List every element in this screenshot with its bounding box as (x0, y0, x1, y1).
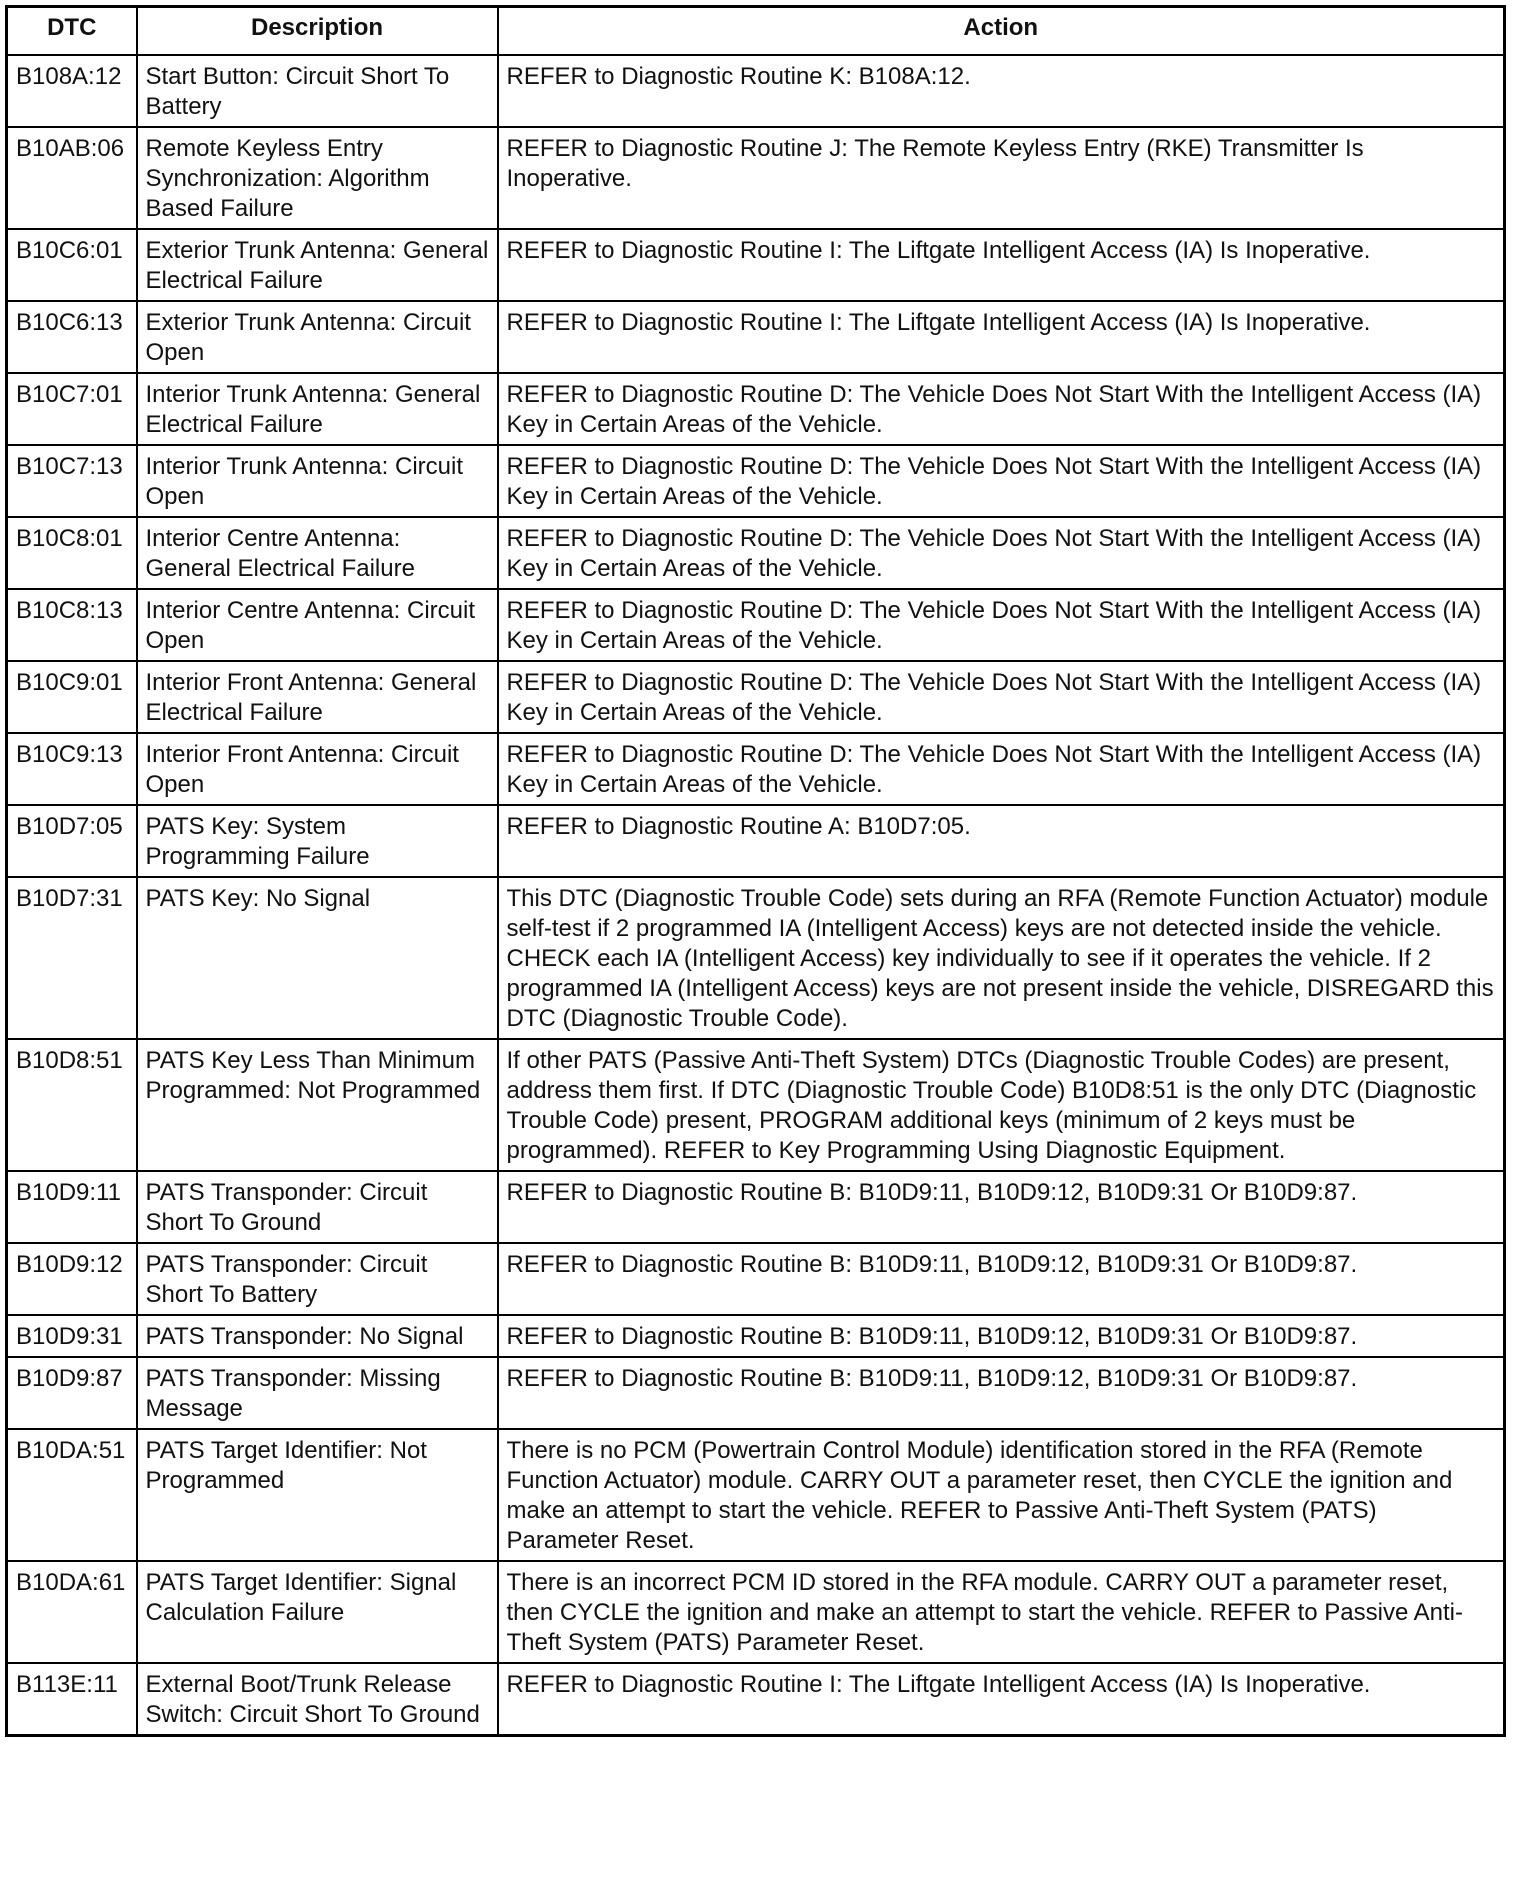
dtc-code-cell: B108A:12 (7, 55, 137, 127)
description-cell: Interior Trunk Antenna: General Electrical Failure (137, 373, 498, 445)
table-row (7, 877, 1505, 1039)
table-row (7, 1039, 1505, 1171)
action-cell: REFER to Diagnostic Routine D: The Vehicle Does Not Start With the Intelligent Access (IA) Key in Certain Areas of the Vehicle. (498, 373, 1505, 445)
dtc-code-cell: B10D9:31 (7, 1315, 137, 1357)
description-cell: PATS Transponder: Circuit Short To Battery (137, 1243, 498, 1315)
description-cell: PATS Transponder: Missing Message (137, 1357, 498, 1429)
description-cell: Interior Centre Antenna: General Electrical Failure (137, 517, 498, 589)
action-cell: This DTC (Diagnostic Trouble Code) sets during an RFA (Remote Function Actuator) module self-test if 2 programmed IA (Intelligent Access) keys are not detected inside the vehicle. CHECK each IA (Intelligent Access) key individually to see if it operates the vehicle. If 2 programmed IA (Intelligent Access) keys are not present inside the vehicle, DISREGARD this DTC (Diagnostic Trouble Code). (498, 877, 1505, 1039)
column-header-description: Description (137, 7, 498, 56)
dtc-code-cell: B10DA:61 (7, 1561, 137, 1663)
dtc-table (5, 5, 1506, 1737)
description-cell: External Boot/Trunk Release Switch: Circuit Short To Ground (137, 1663, 498, 1736)
description-cell: PATS Transponder: No Signal (137, 1315, 498, 1357)
dtc-code-cell: B113E:11 (7, 1663, 137, 1736)
action-cell: REFER to Diagnostic Routine J: The Remote Keyless Entry (RKE) Transmitter Is Inoperative. (498, 127, 1505, 229)
table-row (7, 1561, 1505, 1663)
action-cell: There is no PCM (Powertrain Control Module) identification stored in the RFA (Remote Function Actuator) module. CARRY OUT a parameter reset, then CYCLE the ignition and make an attempt to start the vehicle. REFER to Passive Anti-Theft System (PATS) Parameter Reset. (498, 1429, 1505, 1561)
dtc-code-cell: B10D7:31 (7, 877, 137, 1039)
column-header-action: Action (498, 7, 1505, 56)
table-row (7, 1315, 1505, 1357)
action-cell: REFER to Diagnostic Routine I: The Liftgate Intelligent Access (IA) Is Inoperative. (498, 1663, 1505, 1736)
dtc-code-cell: B10D7:05 (7, 805, 137, 877)
dtc-code-cell: B10D8:51 (7, 1039, 137, 1171)
dtc-code-cell: B10C8:01 (7, 517, 137, 589)
table-row (7, 589, 1505, 661)
table-row (7, 661, 1505, 733)
description-cell: PATS Key Less Than Minimum Programmed: Not Programmed (137, 1039, 498, 1171)
description-cell: PATS Key: System Programming Failure (137, 805, 498, 877)
description-cell: Interior Trunk Antenna: Circuit Open (137, 445, 498, 517)
table-body (7, 55, 1505, 1736)
description-cell: Interior Centre Antenna: Circuit Open (137, 589, 498, 661)
dtc-code-cell: B10D9:87 (7, 1357, 137, 1429)
action-cell: REFER to Diagnostic Routine I: The Liftgate Intelligent Access (IA) Is Inoperative. (498, 229, 1505, 301)
table-row (7, 517, 1505, 589)
action-cell: REFER to Diagnostic Routine B: B10D9:11, B10D9:12, B10D9:31 Or B10D9:87. (498, 1357, 1505, 1429)
action-cell: There is an incorrect PCM ID stored in the RFA module. CARRY OUT a parameter reset, then CYCLE the ignition and make an attempt to start the vehicle. REFER to Passive Anti-Theft System (PATS) Parameter Reset. (498, 1561, 1505, 1663)
description-cell: Interior Front Antenna: General Electrical Failure (137, 661, 498, 733)
table-row (7, 1357, 1505, 1429)
dtc-code-cell: B10C7:01 (7, 373, 137, 445)
action-cell: REFER to Diagnostic Routine D: The Vehicle Does Not Start With the Intelligent Access (IA) Key in Certain Areas of the Vehicle. (498, 733, 1505, 805)
table-row (7, 55, 1505, 127)
action-cell: REFER to Diagnostic Routine D: The Vehicle Does Not Start With the Intelligent Access (IA) Key in Certain Areas of the Vehicle. (498, 589, 1505, 661)
dtc-code-cell: B10C6:13 (7, 301, 137, 373)
table-row (7, 1663, 1505, 1736)
dtc-code-cell: B10DA:51 (7, 1429, 137, 1561)
description-cell: Remote Keyless Entry Synchronization: Algorithm Based Failure (137, 127, 498, 229)
description-cell: PATS Transponder: Circuit Short To Ground (137, 1171, 498, 1243)
table-row (7, 1171, 1505, 1243)
table-row (7, 229, 1505, 301)
action-cell: REFER to Diagnostic Routine D: The Vehicle Does Not Start With the Intelligent Access (IA) Key in Certain Areas of the Vehicle. (498, 517, 1505, 589)
description-cell: PATS Key: No Signal (137, 877, 498, 1039)
action-cell: If other PATS (Passive Anti-Theft System) DTCs (Diagnostic Trouble Codes) are present, address them first. If DTC (Diagnostic Trouble Code) B10D8:51 is the only DTC (Diagnostic Trouble Code) present, PROGRAM additional keys (minimum of 2 keys must be programmed). REFER to Key Programming Using Diagnostic Equipment. (498, 1039, 1505, 1171)
dtc-code-cell: B10AB:06 (7, 127, 137, 229)
dtc-code-cell: B10C6:01 (7, 229, 137, 301)
action-cell: REFER to Diagnostic Routine D: The Vehicle Does Not Start With the Intelligent Access (IA) Key in Certain Areas of the Vehicle. (498, 445, 1505, 517)
table-row (7, 1429, 1505, 1561)
action-cell: REFER to Diagnostic Routine I: The Liftgate Intelligent Access (IA) Is Inoperative. (498, 301, 1505, 373)
table-row (7, 127, 1505, 229)
dtc-code-cell: B10C9:01 (7, 661, 137, 733)
dtc-code-cell: B10D9:11 (7, 1171, 137, 1243)
action-cell: REFER to Diagnostic Routine B: B10D9:11, B10D9:12, B10D9:31 Or B10D9:87. (498, 1243, 1505, 1315)
description-cell: Exterior Trunk Antenna: Circuit Open (137, 301, 498, 373)
table-row (7, 733, 1505, 805)
table-row (7, 805, 1505, 877)
column-header-dtc: DTC (7, 7, 137, 56)
table-row (7, 445, 1505, 517)
action-cell: REFER to Diagnostic Routine A: B10D7:05. (498, 805, 1505, 877)
description-cell: Exterior Trunk Antenna: General Electrical Failure (137, 229, 498, 301)
description-cell: Start Button: Circuit Short To Battery (137, 55, 498, 127)
action-cell: REFER to Diagnostic Routine D: The Vehicle Does Not Start With the Intelligent Access (IA) Key in Certain Areas of the Vehicle. (498, 661, 1505, 733)
dtc-code-cell: B10C7:13 (7, 445, 137, 517)
description-cell: PATS Target Identifier: Not Programmed (137, 1429, 498, 1561)
description-cell: Interior Front Antenna: Circuit Open (137, 733, 498, 805)
action-cell: REFER to Diagnostic Routine K: B108A:12. (498, 55, 1505, 127)
dtc-code-cell: B10C9:13 (7, 733, 137, 805)
table-row (7, 373, 1505, 445)
header-row (7, 7, 1505, 56)
action-cell: REFER to Diagnostic Routine B: B10D9:11, B10D9:12, B10D9:31 Or B10D9:87. (498, 1315, 1505, 1357)
dtc-code-cell: B10C8:13 (7, 589, 137, 661)
dtc-code-cell: B10D9:12 (7, 1243, 137, 1315)
action-cell: REFER to Diagnostic Routine B: B10D9:11, B10D9:12, B10D9:31 Or B10D9:87. (498, 1171, 1505, 1243)
description-cell: PATS Target Identifier: Signal Calculation Failure (137, 1561, 498, 1663)
table-row (7, 301, 1505, 373)
table-row (7, 1243, 1505, 1315)
